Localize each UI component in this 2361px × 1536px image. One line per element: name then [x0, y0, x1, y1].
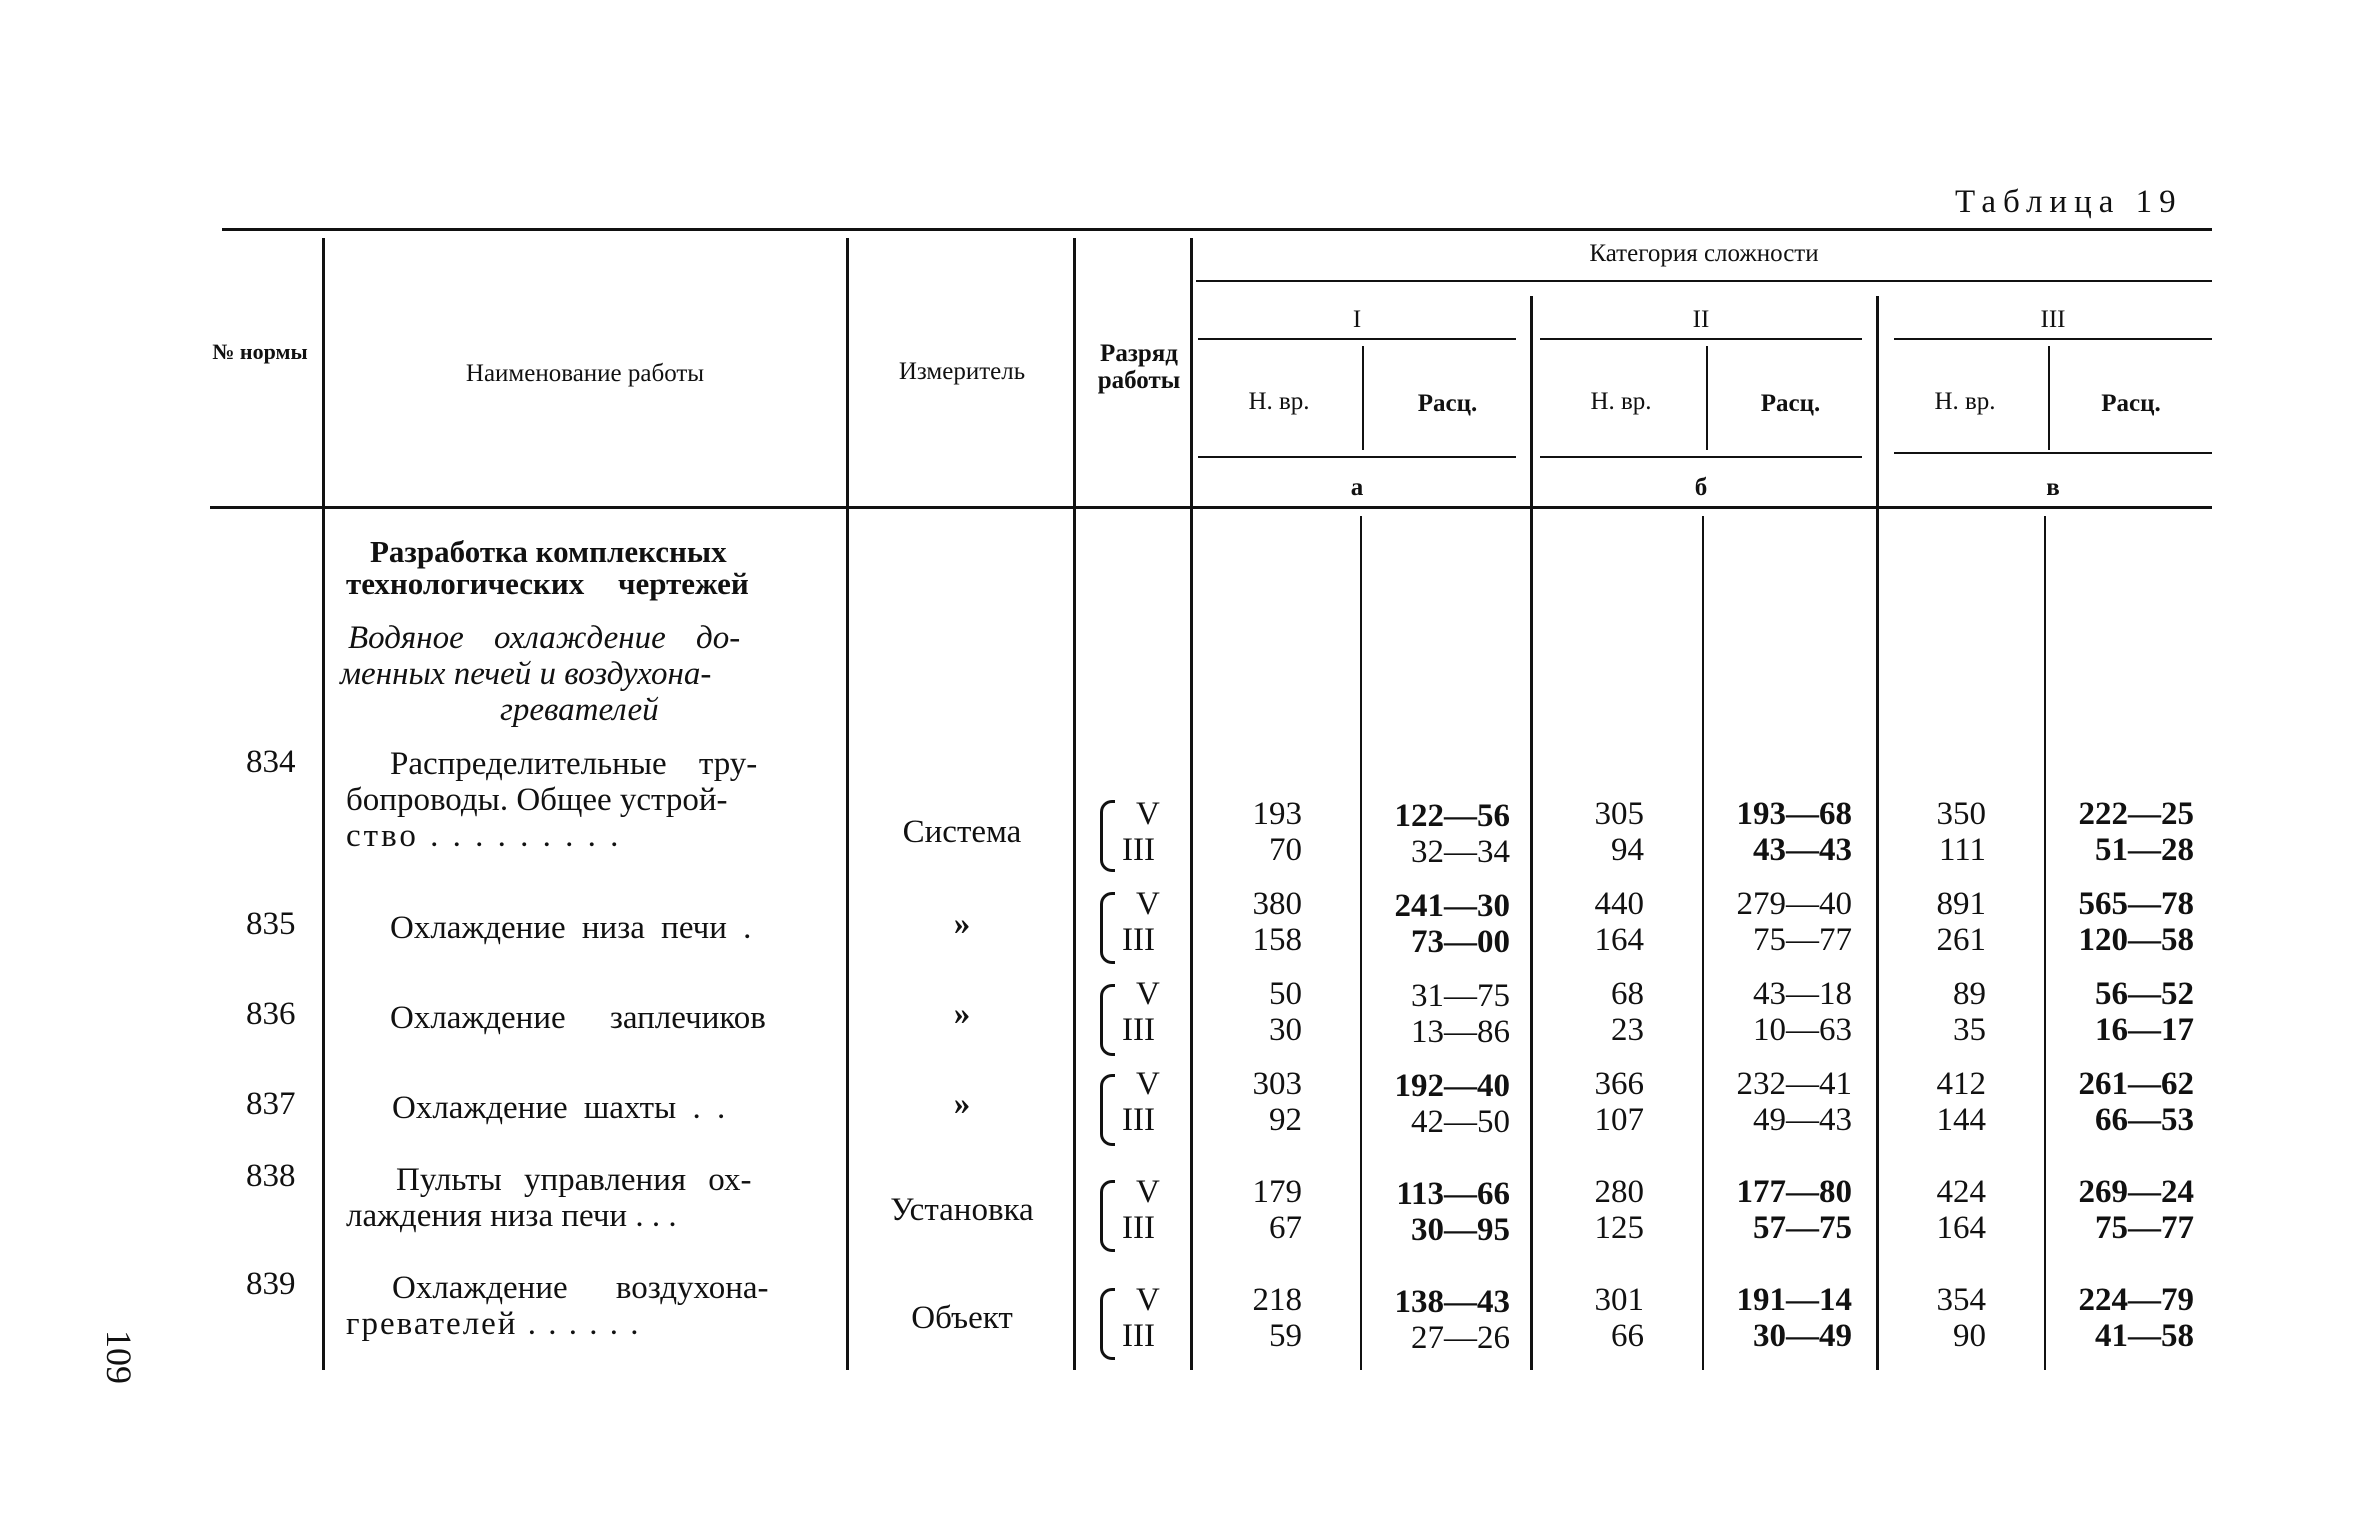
- header-complexity: Категория сложности: [1589, 240, 1819, 267]
- row-836-v-hours-1: 89: [1953, 976, 1986, 1012]
- row-834-a-hours-1: 193: [1252, 796, 1302, 832]
- section-title-line1: Разработка комплексных: [370, 534, 727, 569]
- row-834-a-rate-2: 32—34: [1411, 834, 1510, 870]
- table-caption: Таблица 19: [1955, 184, 2183, 220]
- row-838-brace: [1100, 1180, 1115, 1252]
- header-measure: Измеритель: [898, 358, 1026, 385]
- row-834-b-rate-2: 43—43: [1753, 832, 1852, 868]
- row-838-b-rate-1: 177—80: [1736, 1174, 1852, 1210]
- row-837-a-rate-1: 192—40: [1394, 1068, 1510, 1104]
- header-cat-1: I: [1352, 306, 1362, 333]
- section-sub-line1: Водяное охлаждение до-: [348, 620, 741, 656]
- row-839-v-hours-2: 90: [1953, 1318, 1986, 1354]
- row-838-v-hours-1: 424: [1936, 1174, 1986, 1210]
- row-834-name-line2: бопроводы. Общее устрой-: [346, 782, 728, 818]
- col-divider-b-inner-body: [1702, 516, 1704, 1370]
- row-835-grade-2: III: [1122, 922, 1155, 958]
- row-835-measure: »: [953, 906, 971, 942]
- row-837-b-rate-2: 49—43: [1753, 1102, 1852, 1138]
- row-837-b-hours-1: 366: [1594, 1066, 1644, 1102]
- col-divider-1: [322, 238, 325, 1370]
- row-838-grade-1: V: [1136, 1174, 1160, 1210]
- row-839-name-line2: гревателей . . . . . .: [346, 1306, 641, 1342]
- row-834-name-line1: Распределительные тру-: [390, 746, 758, 782]
- row-837-a-hours-2: 92: [1269, 1102, 1302, 1138]
- header-b-hours: Н. вр.: [1590, 388, 1652, 415]
- header-cat-3: III: [2040, 306, 2066, 333]
- row-836-a-hours-1: 50: [1269, 976, 1302, 1012]
- col-divider-5: [1530, 296, 1533, 1370]
- header-a-hours: Н. вр.: [1248, 388, 1310, 415]
- row-836-grade-1: V: [1136, 976, 1160, 1012]
- header-grade: Разряд работы: [1097, 340, 1181, 394]
- row-838-measure: Установка: [890, 1192, 1034, 1228]
- header-v-rate: Расц.: [2101, 390, 2161, 417]
- row-837-v-rate-1: 261—62: [2078, 1066, 2194, 1102]
- row-836-a-hours-2: 30: [1269, 1012, 1302, 1048]
- row-837-brace: [1100, 1074, 1115, 1146]
- row-838-name-line1: Пульты управления ох-: [396, 1162, 752, 1198]
- row-838-v-rate-2: 75—77: [2095, 1210, 2194, 1246]
- row-839-a-hours-1: 218: [1252, 1282, 1302, 1318]
- row-837-a-hours-1: 303: [1252, 1066, 1302, 1102]
- section-sub-line2: менных печей и воздухона-: [340, 656, 712, 692]
- row-839-v-rate-1: 224—79: [2078, 1282, 2194, 1318]
- complexity-rule: [1196, 280, 2212, 282]
- row-836-a-rate-2: 13—86: [1411, 1014, 1510, 1050]
- row-835-a-rate-2: 73—00: [1411, 924, 1510, 960]
- row-838-a-hours-1: 179: [1252, 1174, 1302, 1210]
- row-836-brace: [1100, 984, 1115, 1056]
- row-836-b-rate-1: 43—18: [1753, 976, 1852, 1012]
- sub-b-rule: [1540, 456, 1862, 458]
- cat-2-rule: [1540, 338, 1862, 340]
- row-839-name-line1: Охлаждение воздухона-: [392, 1270, 769, 1306]
- row-838-b-hours-2: 125: [1594, 1210, 1644, 1246]
- header-work-name: Наименование работы: [465, 360, 705, 387]
- row-836-no: 836: [246, 996, 296, 1032]
- row-839-measure: Объект: [911, 1300, 1013, 1336]
- row-836-measure: »: [953, 996, 971, 1032]
- row-834-v-hours-1: 350: [1936, 796, 1986, 832]
- row-834-b-rate-1: 193—68: [1736, 796, 1852, 832]
- header-col-v: в: [2046, 474, 2060, 501]
- row-835-grade-1: V: [1136, 886, 1160, 922]
- header-b-rate: Расц.: [1760, 390, 1821, 417]
- row-836-b-hours-2: 23: [1611, 1012, 1644, 1048]
- row-834-v-hours-2: 111: [1938, 832, 1986, 868]
- row-835-brace: [1100, 892, 1115, 964]
- row-835-no: 835: [246, 906, 296, 942]
- table-top-rule: [222, 228, 2212, 231]
- row-834-measure: Система: [902, 814, 1022, 850]
- row-837-name-line1: Охлаждение шахты . .: [392, 1090, 726, 1126]
- row-839-a-rate-2: 27—26: [1411, 1320, 1510, 1356]
- row-839-b-hours-1: 301: [1594, 1282, 1644, 1318]
- row-838-a-hours-2: 67: [1269, 1210, 1302, 1246]
- row-834-b-hours-2: 94: [1611, 832, 1644, 868]
- row-834-grade-2: III: [1122, 832, 1155, 868]
- row-839-b-rate-1: 191—14: [1736, 1282, 1852, 1318]
- row-838-v-rate-1: 269—24: [2078, 1174, 2194, 1210]
- row-836-a-rate-1: 31—75: [1411, 978, 1510, 1014]
- row-836-b-hours-1: 68: [1611, 976, 1644, 1012]
- row-835-v-rate-1: 565—78: [2078, 886, 2194, 922]
- row-839-grade-1: V: [1136, 1282, 1160, 1318]
- row-835-a-rate-1: 241—30: [1394, 888, 1510, 924]
- row-838-b-hours-1: 280: [1594, 1174, 1644, 1210]
- row-839-grade-2: III: [1122, 1318, 1155, 1354]
- row-838-name-line2: лаждения низа печи . . .: [346, 1198, 677, 1234]
- header-col-a: а: [1350, 474, 1364, 501]
- header-cat-2: II: [1692, 306, 1710, 333]
- row-838-a-rate-1: 113—66: [1396, 1176, 1510, 1212]
- row-835-a-hours-1: 380: [1252, 886, 1302, 922]
- row-834-grade-1: V: [1136, 796, 1160, 832]
- row-835-b-hours-2: 164: [1594, 922, 1644, 958]
- col-divider-a-inner-body: [1360, 516, 1362, 1370]
- row-835-b-hours-1: 440: [1594, 886, 1644, 922]
- cat-3-rule: [1894, 338, 2212, 340]
- row-839-a-hours-2: 59: [1269, 1318, 1302, 1354]
- row-836-v-hours-2: 35: [1953, 1012, 1986, 1048]
- row-839-a-rate-1: 138—43: [1394, 1284, 1510, 1320]
- row-836-name-line1: Охлаждение заплечиков: [390, 1000, 766, 1036]
- row-839-b-rate-2: 30—49: [1753, 1318, 1852, 1354]
- header-norm-no: № нормы: [212, 339, 308, 364]
- col-divider-2: [846, 238, 849, 1370]
- row-835-a-hours-2: 158: [1252, 922, 1302, 958]
- row-835-v-hours-2: 261: [1936, 922, 1986, 958]
- row-838-b-rate-2: 57—75: [1753, 1210, 1852, 1246]
- row-837-grade-2: III: [1122, 1102, 1155, 1138]
- row-835-b-rate-1: 279—40: [1736, 886, 1852, 922]
- col-divider-6: [1876, 296, 1879, 1370]
- row-837-b-hours-2: 107: [1594, 1102, 1644, 1138]
- header-v-hours: Н. вр.: [1934, 388, 1996, 415]
- row-838-v-hours-2: 164: [1936, 1210, 1986, 1246]
- row-837-b-rate-1: 232—41: [1736, 1066, 1852, 1102]
- section-title-line2: технологических чертежей: [346, 566, 749, 601]
- cat-1-rule: [1198, 338, 1516, 340]
- row-837-measure: »: [953, 1086, 971, 1122]
- row-839-no: 839: [246, 1266, 296, 1302]
- row-835-name-line1: Охлаждение низа печи .: [390, 910, 752, 946]
- row-834-name-line3: ство . . . . . . . . .: [346, 818, 622, 854]
- section-sub-line3: гревателей: [500, 692, 659, 728]
- row-834-no: 834: [246, 744, 296, 780]
- header-a-rate: Расц.: [1417, 390, 1478, 417]
- row-837-v-hours-1: 412: [1936, 1066, 1986, 1102]
- col-divider-4: [1190, 238, 1193, 1370]
- row-834-v-rate-1: 222—25: [2078, 796, 2194, 832]
- row-837-v-hours-2: 144: [1936, 1102, 1986, 1138]
- row-835-b-rate-2: 75—77: [1753, 922, 1852, 958]
- row-836-v-rate-1: 56—52: [2095, 976, 2194, 1012]
- col-divider-v-inner-body: [2044, 516, 2046, 1370]
- row-839-v-hours-1: 354: [1936, 1282, 1986, 1318]
- sub-a-rule: [1198, 456, 1516, 458]
- row-838-no: 838: [246, 1158, 296, 1194]
- row-835-v-rate-2: 120—58: [2078, 922, 2194, 958]
- col-divider-a-inner: [1362, 346, 1364, 450]
- row-834-a-rate-1: 122—56: [1394, 798, 1510, 834]
- row-834-a-hours-2: 70: [1269, 832, 1302, 868]
- row-837-no: 837: [246, 1086, 296, 1122]
- row-834-b-hours-1: 305: [1594, 796, 1644, 832]
- row-834-v-rate-2: 51—28: [2095, 832, 2194, 868]
- row-837-v-rate-2: 66—53: [2095, 1102, 2194, 1138]
- row-836-v-rate-2: 16—17: [2095, 1012, 2194, 1048]
- row-837-grade-1: V: [1136, 1066, 1160, 1102]
- row-839-brace: [1100, 1288, 1115, 1360]
- row-838-grade-2: III: [1122, 1210, 1155, 1246]
- page-number: 109: [99, 1330, 139, 1384]
- header-col-b: б: [1694, 474, 1708, 501]
- sub-v-rule: [1894, 452, 2212, 454]
- row-837-a-rate-2: 42—50: [1411, 1104, 1510, 1140]
- row-835-v-hours-1: 891: [1936, 886, 1986, 922]
- row-836-b-rate-2: 10—63: [1753, 1012, 1852, 1048]
- col-divider-3: [1073, 238, 1076, 1370]
- row-839-b-hours-2: 66: [1611, 1318, 1644, 1354]
- row-838-a-rate-2: 30—95: [1411, 1212, 1510, 1248]
- header-bottom-rule: [210, 506, 2212, 509]
- row-839-v-rate-2: 41—58: [2095, 1318, 2194, 1354]
- row-836-grade-2: III: [1122, 1012, 1155, 1048]
- row-834-brace: [1100, 800, 1115, 872]
